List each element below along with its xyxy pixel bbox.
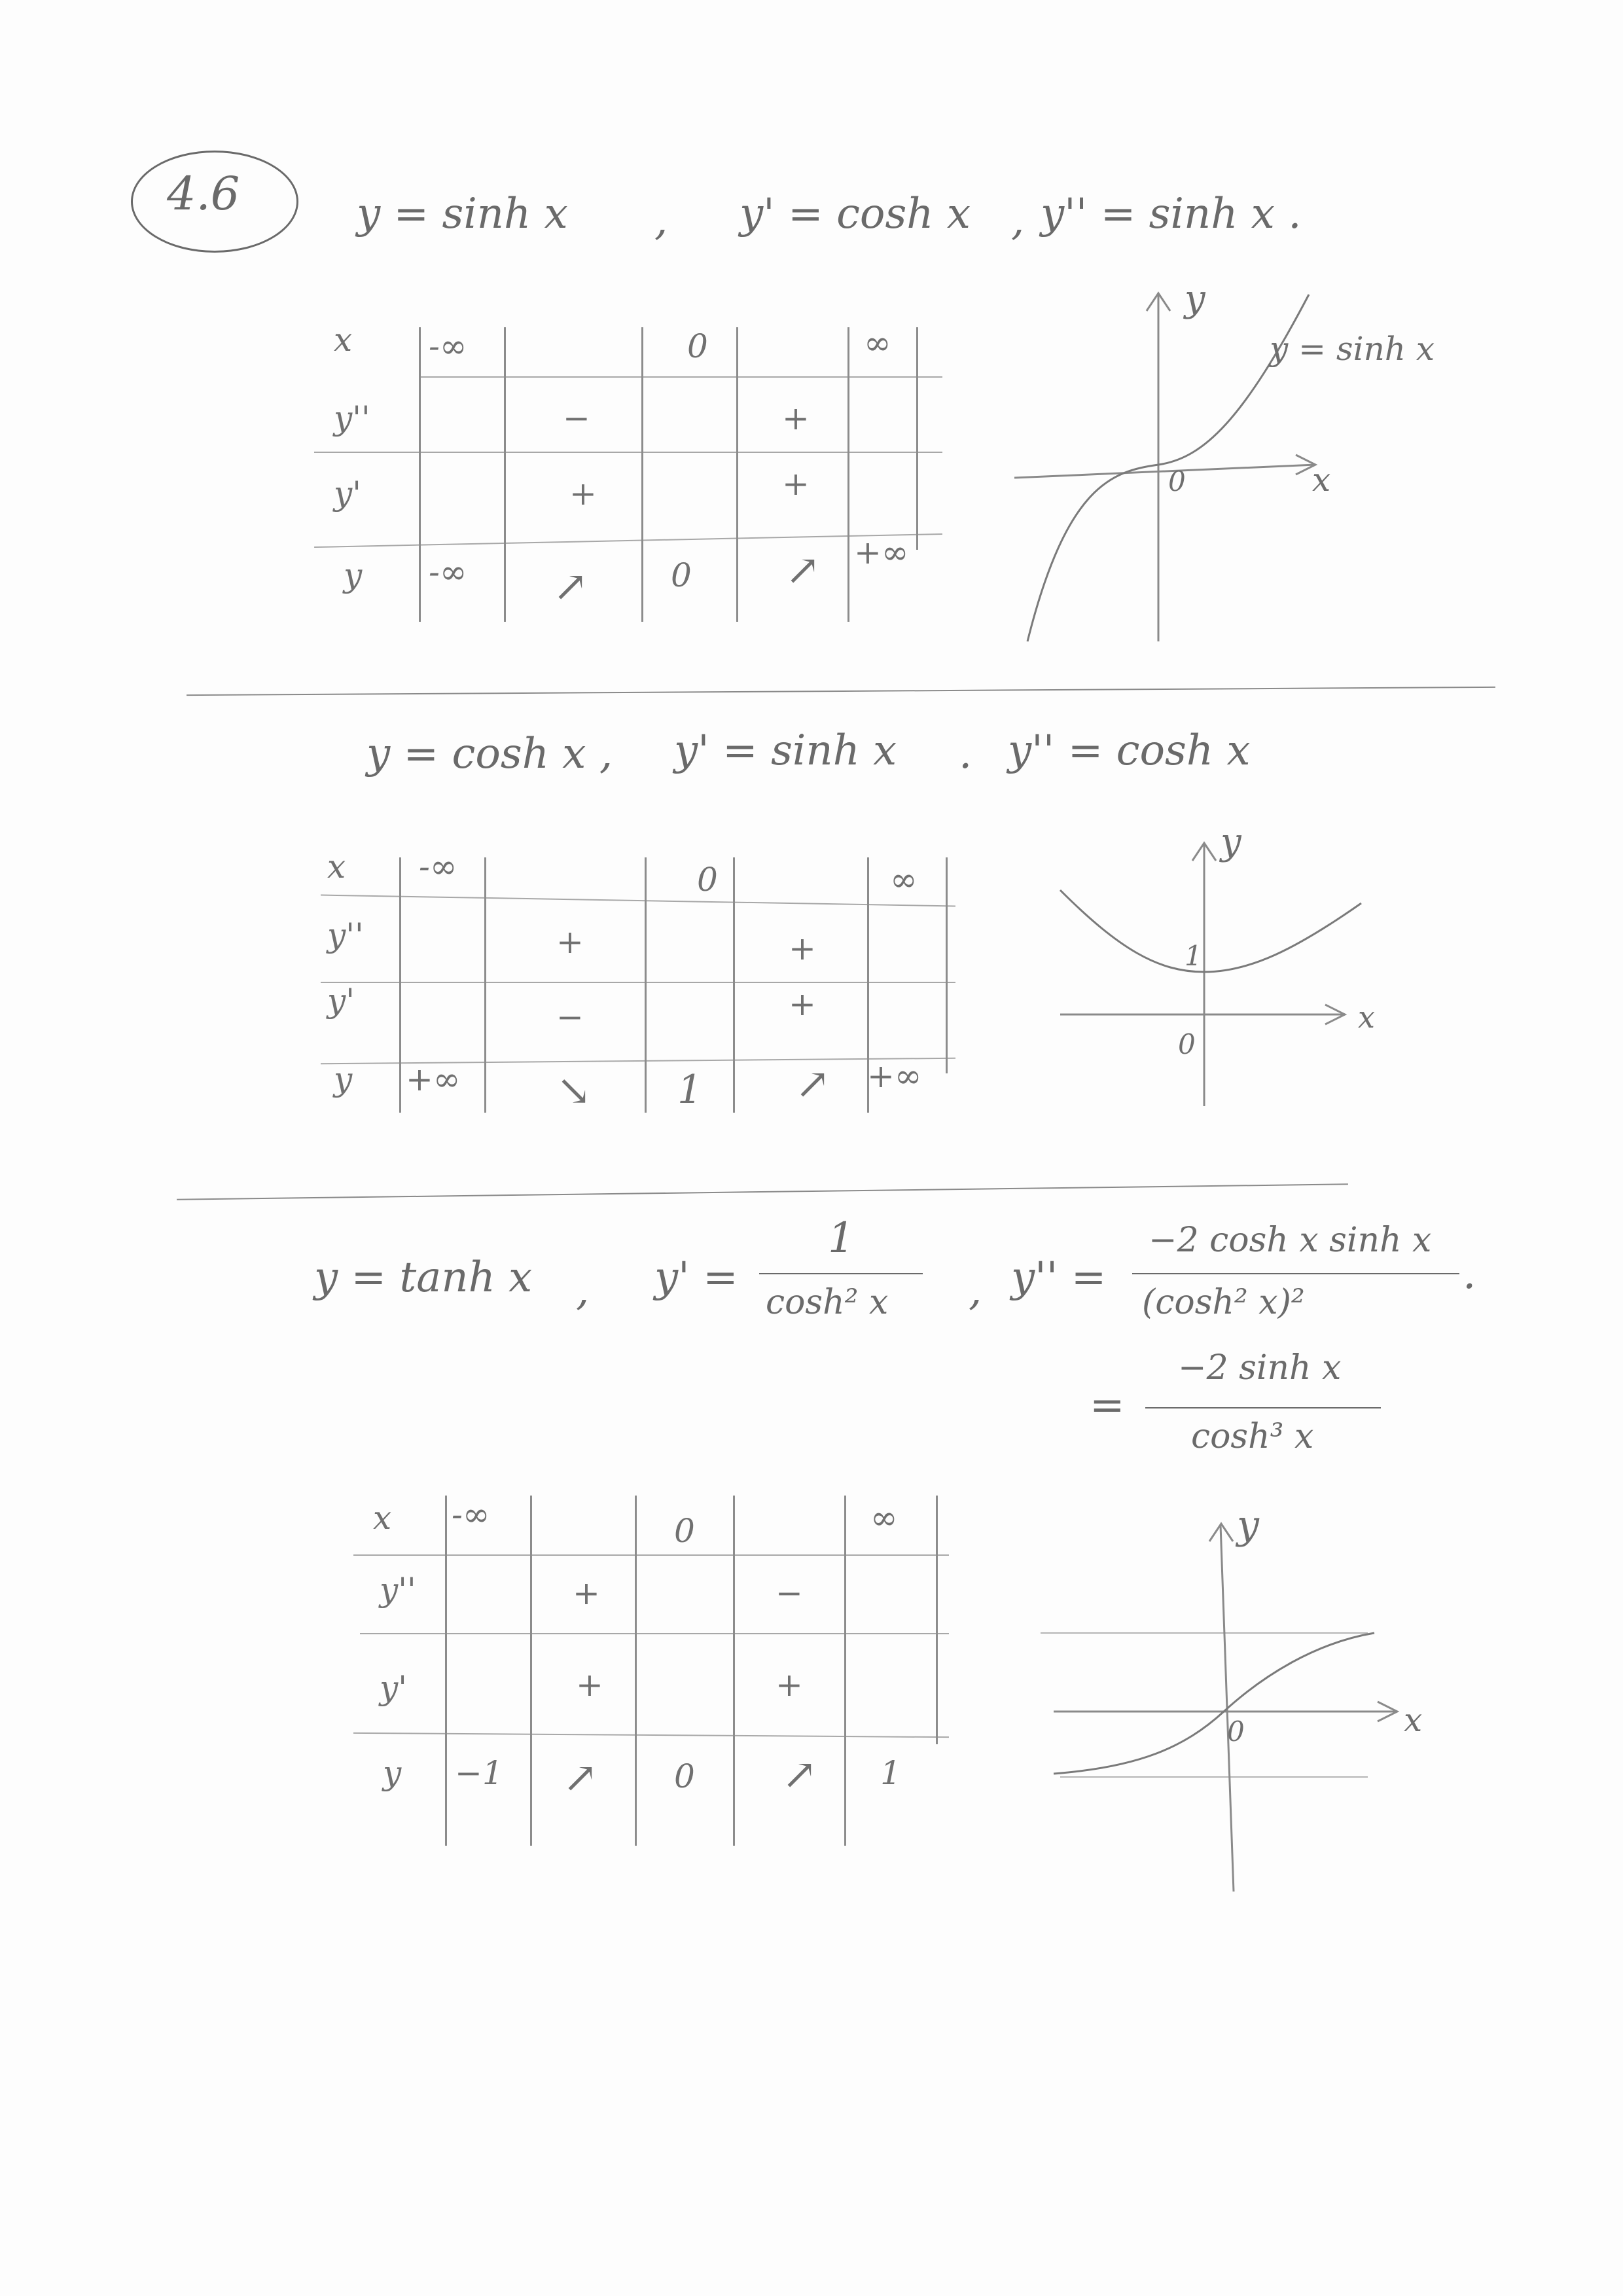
s2-y-3: ↗ [795,1060,830,1109]
s1-x-4: ∞ [864,324,891,362]
s2-y2-1: + [556,923,584,961]
s1-x-2: 0 [687,327,708,365]
s2-y1-3: + [789,985,816,1023]
s2-graph-one: 1 [1185,940,1202,972]
s3-y-2: 0 [674,1757,695,1795]
s1-y-4: +∞ [854,533,909,571]
s2-y-4: +∞ [867,1057,922,1095]
s1-y1-1: + [569,475,597,512]
problem-label: 4.6 [167,167,240,221]
s2-graph-x-label: x [1358,999,1375,1035]
s3-eq-d2y-eq2: = [1090,1381,1125,1429]
s1-graph-curve-label: y = sinh x [1270,330,1435,368]
s1-eq-dy: y' = cosh x [740,190,971,238]
s2-row-header-x: x [327,848,346,886]
s3-row-header-x: x [373,1499,392,1537]
s1-x-0: -∞ [429,327,467,365]
s3-row-header-y: y [383,1754,402,1792]
s3-row-header-y2: y'' [380,1571,416,1609]
s1-graph [1008,275,1453,655]
s1-sign-table [301,314,929,628]
s2-x-4: ∞ [890,861,918,899]
s1-y2-3: + [782,399,810,437]
s1-row-header-y: y [344,556,363,594]
s3-eq-sep1: , [576,1266,590,1315]
s1-row-header-y2: y'' [334,399,370,437]
s2-x-0: -∞ [419,848,457,886]
s2-eq-d2y: y'' = cosh x [1008,726,1251,775]
s3-eq-d2y-num: −2 cosh x sinh x [1149,1221,1432,1260]
s3-y-1: ↗ [563,1754,598,1803]
s3-eq-d2y-end: . [1463,1250,1476,1299]
s2-y2-3: + [789,929,816,967]
s2-y-2: 1 [677,1067,703,1113]
s1-y1-3: + [782,465,810,503]
s1-eq-y: y = sinh x [357,190,568,238]
s3-y-4: 1 [880,1754,901,1792]
s1-eq-d2y: y'' = sinh x . [1041,190,1302,238]
s2-x-2: 0 [697,861,718,899]
s3-graph [1041,1499,1459,1905]
s3-graph-origin: 0 [1227,1715,1245,1748]
s1-x-axis [1014,465,1315,478]
s2-y1-1: − [556,998,584,1036]
s2-y-0: +∞ [406,1060,461,1098]
s2-row-header-y2: y'' [327,916,364,954]
s2-eq-y: y = cosh x , [366,730,613,778]
s1-graph-y-label: y [1185,278,1205,320]
s3-graph-y-label: y [1237,1502,1259,1548]
s3-y1-3: + [776,1666,803,1704]
s3-y-3: ↗ [782,1751,817,1799]
s2-cosh-curve [1060,890,1361,972]
s3-sign-table [347,1486,949,1852]
s3-eq-d2y-bar2 [1145,1407,1381,1408]
s3-y2-1: + [573,1574,600,1612]
s2-eq-dy: y' = sinh x [674,726,897,775]
section-divider-1 [187,687,1495,696]
s3-tanh-curve [1054,1633,1374,1774]
s2-eq-sep: . [959,730,972,778]
s1-y-2: 0 [671,556,692,594]
s3-graph-x-label: x [1404,1701,1423,1739]
s3-eq-dy-lhs: y' = [654,1253,738,1302]
s3-eq-dy-num: 1 [828,1214,855,1263]
s3-y2-3: − [776,1574,803,1612]
s2-y-1: ↘ [556,1067,592,1115]
s3-eq-sep2: , [969,1266,982,1315]
s1-y-3: ↗ [785,547,821,595]
s3-eq-d2y-den2: cosh³ x [1191,1417,1314,1456]
s3-eq-d2y-lhs: y'' = [1011,1253,1107,1302]
s1-row-header-x: x [334,321,353,359]
s1-graph-origin: 0 [1168,465,1186,497]
s3-y1-1: + [576,1666,603,1704]
s3-eq-y: y = tanh x [314,1253,533,1302]
s3-y-0: −1 [455,1754,503,1792]
s3-row-header-y1: y' [380,1669,407,1707]
s2-graph [1047,818,1414,1119]
s1-row-header-y1: y' [334,475,361,512]
s2-sign-table [308,844,955,1119]
s1-graph-x-label: x [1312,461,1331,499]
s1-y2-1: − [563,399,590,437]
s1-y-1: ↗ [553,563,588,611]
s3-eq-d2y-den: (cosh² x)² [1142,1283,1305,1322]
s3-x-2: 0 [674,1512,695,1550]
s3-x-4: ∞ [870,1499,898,1537]
s3-eq-dy-bar [759,1273,923,1274]
s1-eq-sep2: , [1011,196,1025,245]
s1-y-0: -∞ [429,553,467,591]
s3-x-0: -∞ [452,1496,490,1534]
s2-row-header-y: y [334,1060,353,1098]
s2-graph-y-label: y [1221,821,1241,863]
s3-eq-dy-den: cosh² x [766,1283,889,1322]
s2-graph-origin: 0 [1178,1028,1196,1060]
s3-eq-d2y-bar [1132,1273,1459,1274]
s1-eq-sep1: , [654,196,668,245]
s3-eq-d2y-num2: −2 sinh x [1178,1348,1342,1388]
s2-row-header-y1: y' [327,982,355,1020]
section-divider-2 [177,1183,1348,1200]
